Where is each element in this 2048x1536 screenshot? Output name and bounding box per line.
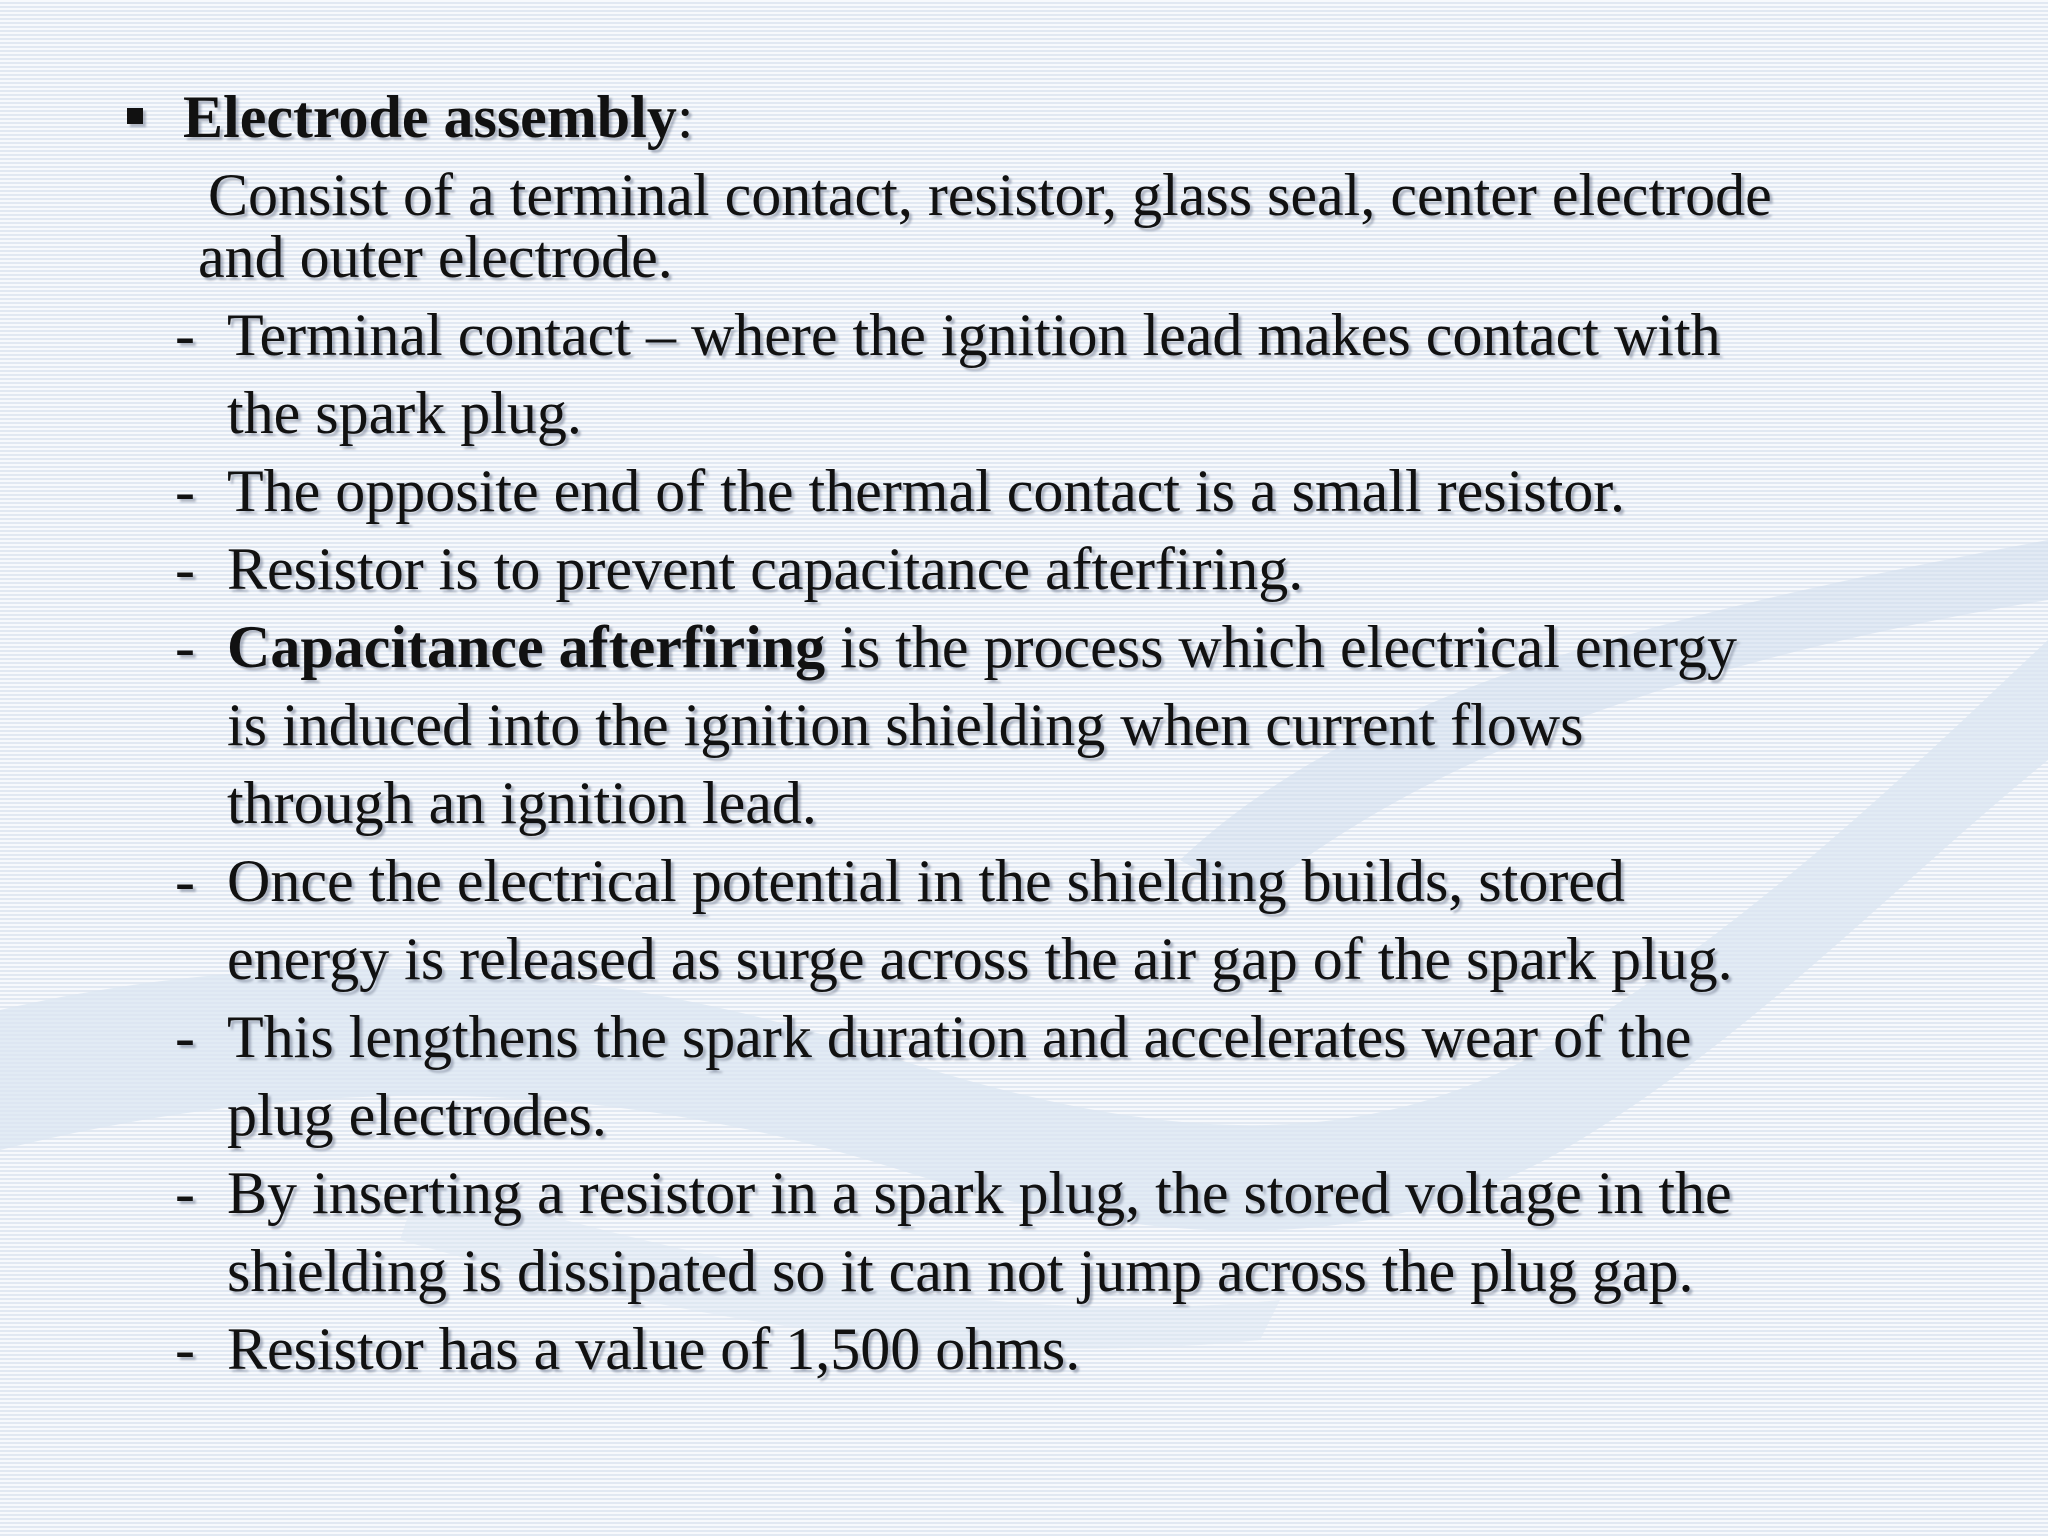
- dash-marker: -: [175, 302, 195, 368]
- list-item-continuation: plug electrodes.: [227, 1082, 607, 1148]
- heading: [183, 82, 694, 152]
- dash-marker: -: [175, 458, 195, 524]
- list-item-text: The opposite end of the thermal contact is a small resistor.: [227, 458, 1625, 524]
- list-item-continuation: is induced into the ignition shielding when current flows: [227, 692, 1584, 758]
- intro-line-1: Consist of a terminal contact, resistor, glass seal, center electrode: [208, 162, 1772, 228]
- list-item-continuation: the spark plug.: [227, 380, 582, 446]
- heading-title: Electrode assembly: [183, 84, 677, 150]
- list-item-text-rest: is the process which electrical energy: [825, 614, 1738, 680]
- dash-marker: -: [175, 536, 195, 602]
- heading-colon: :: [676, 84, 694, 150]
- list-item-text: Terminal contact – where the ignition lead makes contact with: [227, 302, 1721, 368]
- list-item-continuation: energy is released as surge across the air gap of the spark plug.: [227, 926, 1733, 992]
- list-item-text: By inserting a resistor in a spark plug, the stored voltage in the: [227, 1160, 1732, 1226]
- dash-marker: -: [175, 614, 195, 680]
- square-bullet-icon: [127, 108, 143, 124]
- dash-marker: -: [175, 848, 195, 914]
- dash-marker: -: [175, 1004, 195, 1070]
- list-item-text: Resistor has a value of 1,500 ohms.: [227, 1316, 1081, 1382]
- dash-marker: -: [175, 1316, 195, 1382]
- list-item-text: Once the electrical potential in the shielding builds, stored: [227, 848, 1625, 914]
- dash-marker: -: [175, 1160, 195, 1226]
- list-item-text: [227, 612, 1737, 682]
- intro-line-2: and outer electrode.: [198, 224, 673, 290]
- list-item-text: This lengthens the spark duration and accelerates wear of the: [227, 1004, 1692, 1070]
- list-item-text: Resistor is to prevent capacitance afterfiring.: [227, 536, 1304, 602]
- list-item-continuation: shielding is dissipated so it can not jump across the plug gap.: [227, 1238, 1694, 1304]
- list-item-continuation: through an ignition lead.: [227, 770, 817, 836]
- term-capacitance-afterfiring: Capacitance afterfiring: [227, 614, 826, 680]
